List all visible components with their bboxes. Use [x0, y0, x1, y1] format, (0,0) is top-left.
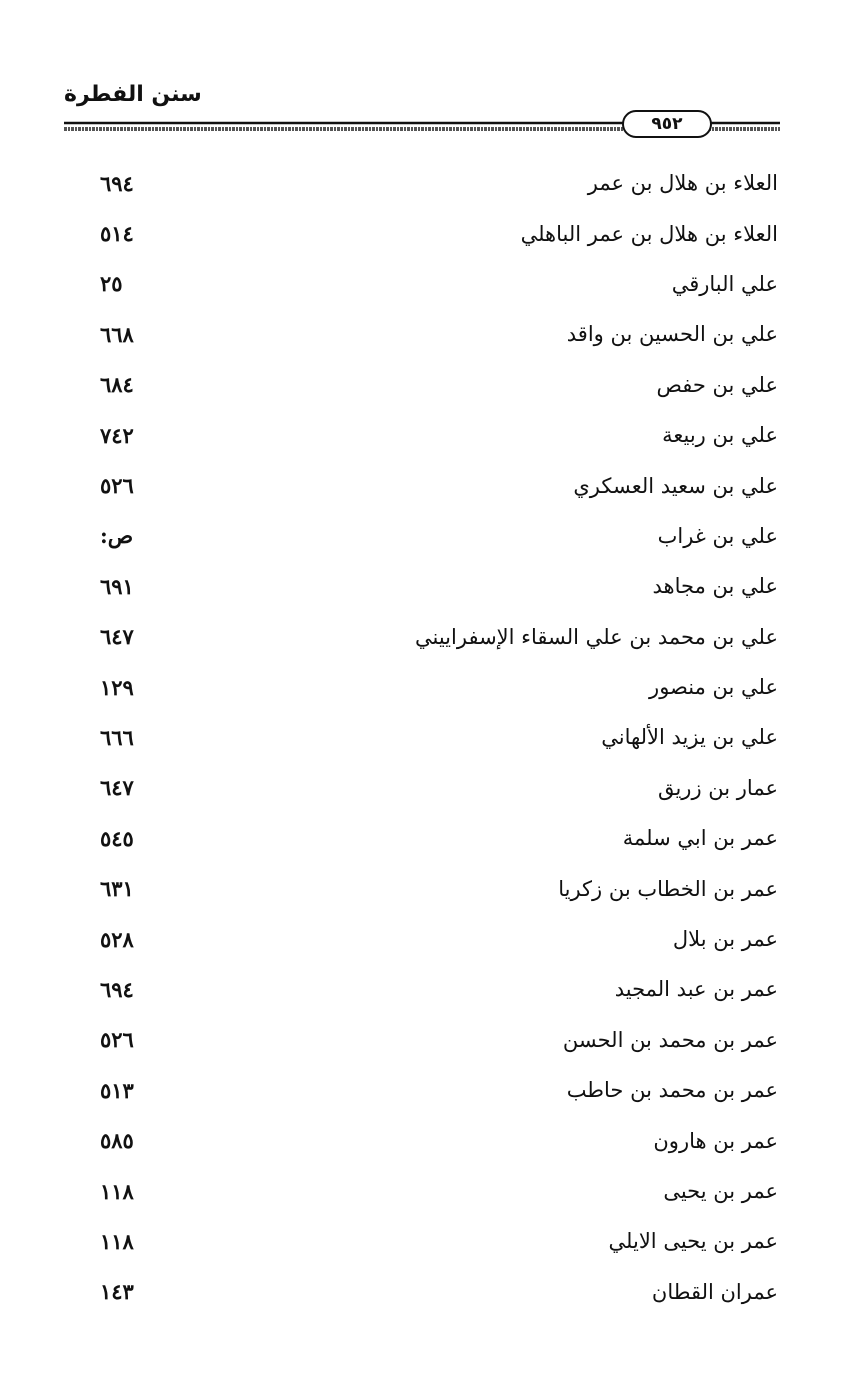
index-entry: [100, 1267, 778, 1317]
entry-page-number: ص:: [100, 523, 134, 549]
entry-name: علي بن محمد بن علي السقاء الإسفراييني: [415, 624, 778, 649]
entry-page-number: ١٢٩: [100, 674, 134, 700]
running-header-title: سنن الفطرة: [64, 82, 202, 107]
entry-name: عمر بن عبد المجيد: [614, 977, 778, 1002]
entry-page-number: ٧٤٢: [100, 422, 134, 448]
entry-name: عمر بن يحيى الايلي: [608, 1229, 778, 1254]
index-list: [100, 158, 778, 1317]
index-entry: [100, 1166, 778, 1216]
index-entry: [100, 813, 778, 863]
index-entry: [100, 410, 778, 460]
entry-name: عمر بن محمد بن الحسن: [562, 1027, 778, 1052]
entry-name: علي بن سعيد العسكري: [573, 473, 778, 498]
entry-name: علي بن ربيعة: [662, 423, 778, 448]
entry-name: عمر بن محمد بن حاطب: [566, 1078, 778, 1103]
entry-page-number: ٦٤٧: [100, 775, 134, 801]
index-entry: [100, 511, 778, 561]
entry-page-number: ٦٩١: [100, 573, 134, 599]
index-entry: [100, 1015, 778, 1065]
index-entry: [100, 712, 778, 762]
entry-name: علي البارقي: [671, 271, 778, 296]
entry-page-number: ١١٨: [100, 1228, 134, 1254]
index-entry: [100, 1216, 778, 1266]
entry-page-number: ٦٦٦: [100, 724, 134, 750]
entry-name: عمر بن هارون: [653, 1128, 778, 1153]
entry-name: عمران القطان: [651, 1279, 778, 1304]
entry-name: عمر بن يحيى: [663, 1179, 778, 1203]
index-entry: [100, 662, 778, 712]
entry-name: علي بن الحسين بن واقد: [566, 322, 778, 347]
index-entry: [100, 259, 778, 309]
index-entry: [100, 863, 778, 913]
entry-page-number: ٦٦٨: [100, 321, 134, 347]
index-entry: [100, 1065, 778, 1115]
index-entry: [100, 360, 778, 410]
entry-page-number: ٥٤٥: [100, 825, 134, 851]
index-entry: [100, 158, 778, 208]
entry-name: علي بن يزيد الألهاني: [601, 725, 778, 750]
index-entry: [100, 309, 778, 359]
entry-page-number: ٥٨٥: [100, 1128, 134, 1154]
entry-page-number: ٥٢٦: [100, 1027, 134, 1053]
entry-page-number: ٦٣١: [100, 876, 134, 902]
entry-name: العلاء بن هلال بن عمر: [587, 171, 778, 196]
index-entry: [100, 612, 778, 662]
entry-page-number: ٢٥: [100, 271, 123, 297]
entry-name: عمر بن الخطاب بن زكريا: [558, 876, 778, 901]
entry-name: عمر بن ابي سلمة: [622, 826, 778, 851]
entry-name: عمار بن زريق: [657, 775, 778, 800]
entry-page-number: ٥١٣: [100, 1077, 134, 1103]
index-entry: [100, 460, 778, 510]
index-entry: [100, 964, 778, 1014]
entry-name: العلاء بن هلال بن عمر الباهلي: [520, 221, 778, 246]
entry-page-number: ١٤٣: [100, 1279, 134, 1305]
entry-name: علي بن حفص: [656, 372, 778, 397]
entry-page-number: ٦٩٤: [100, 976, 134, 1002]
page-number-badge: ٩٥٢: [622, 110, 712, 138]
entry-name: عمر بن بلال: [672, 927, 778, 952]
entry-page-number: ٥٢٨: [100, 926, 134, 952]
index-entry: [100, 208, 778, 258]
entry-page-number: ٥٢٦: [100, 473, 134, 499]
entry-page-number: ٦٩٤: [100, 170, 134, 196]
entry-page-number: ١١٨: [100, 1178, 134, 1204]
index-entry: [100, 561, 778, 611]
index-entry: [100, 914, 778, 964]
entry-name: علي بن منصور: [649, 675, 778, 700]
entry-page-number: ٦٤٧: [100, 624, 134, 650]
entry-name: علي بن مجاهد: [652, 574, 778, 599]
index-entry: [100, 763, 778, 813]
entry-name: علي بن غراب: [657, 523, 778, 548]
entry-page-number: ٦٨٤: [100, 372, 134, 398]
index-entry: [100, 1115, 778, 1165]
entry-page-number: ٥١٤: [100, 221, 134, 247]
